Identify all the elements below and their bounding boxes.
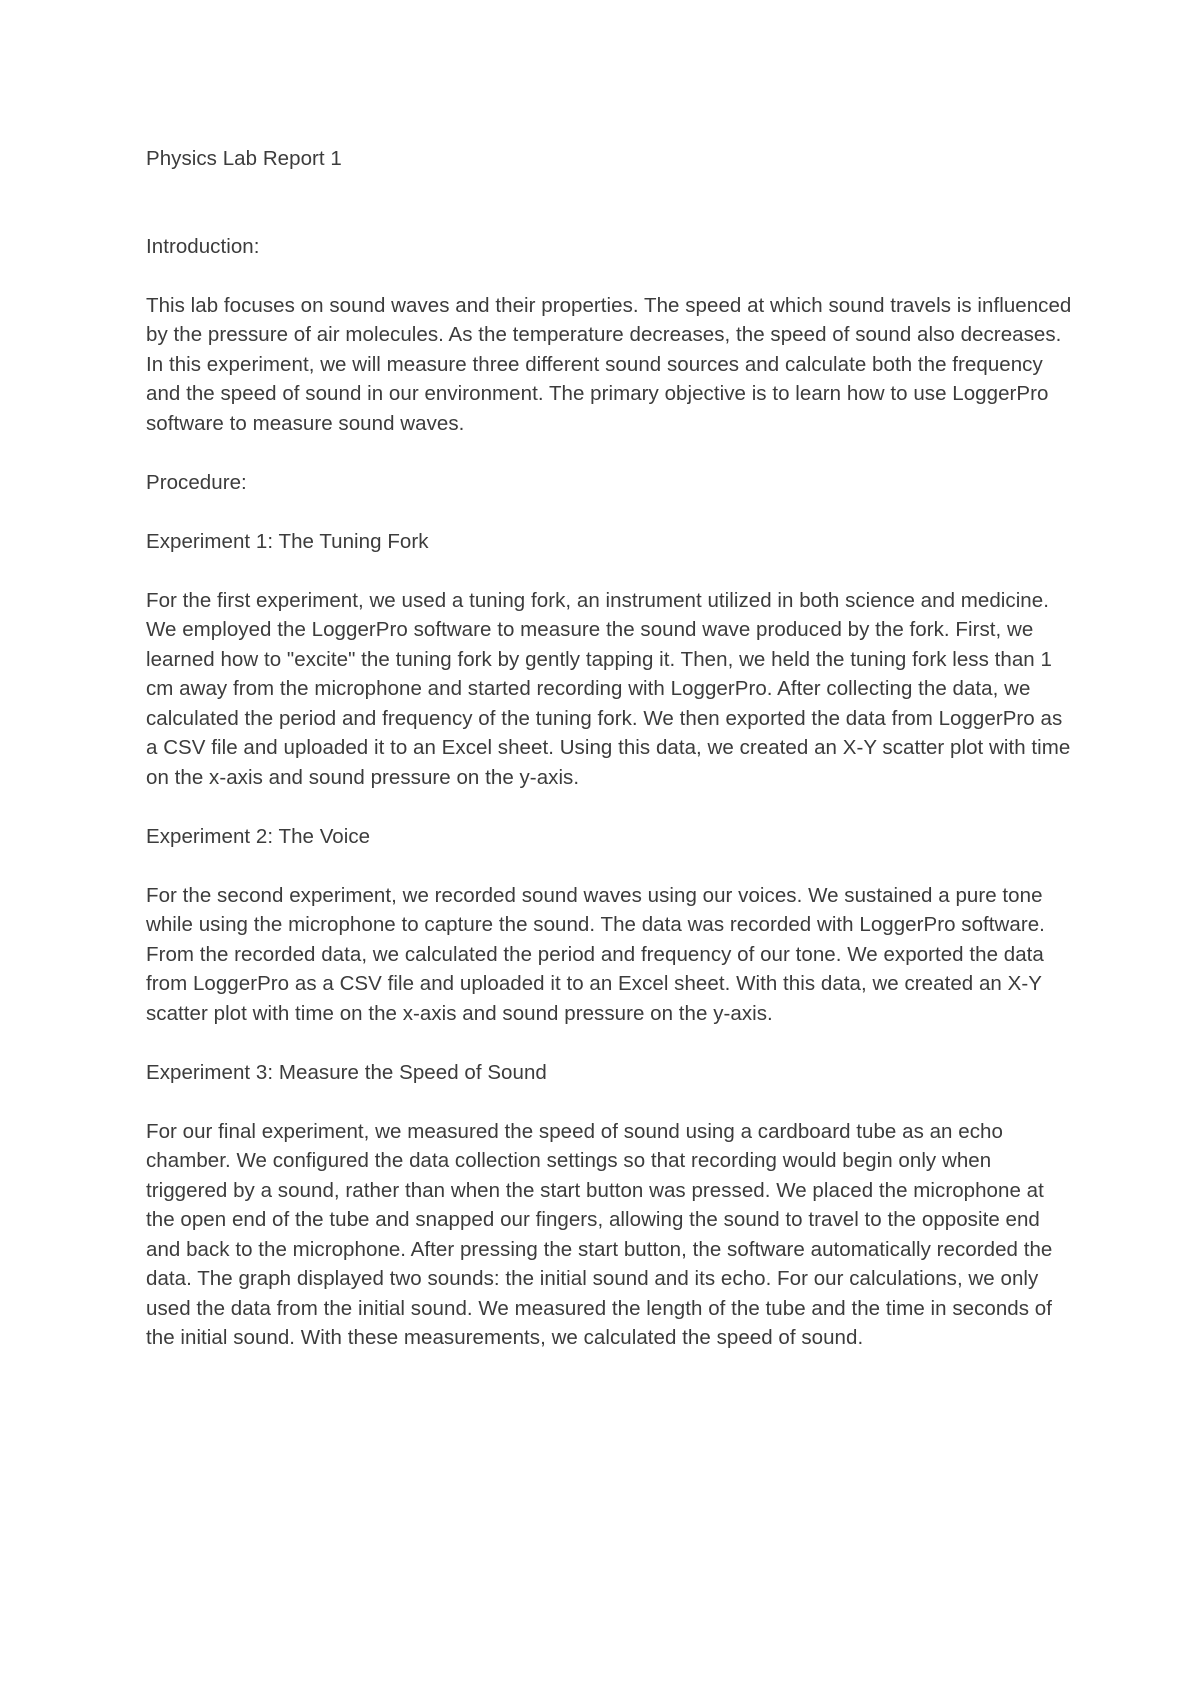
- procedure-heading: Procedure:: [146, 470, 247, 494]
- document-title: Physics Lab Report 1: [146, 147, 342, 170]
- experiment-1-heading: Experiment 1: The Tuning Fork: [146, 529, 429, 553]
- experiment-3-paragraph: For our final experiment, we measured the speed of sound using a cardboard tube as an echo chamber. We configured the data collection settings so that recording would begin only when triggered by a sound, rather than when the start button was pressed. We placed the microphone at the open end of the tube and snapped our fingers, allowing the sound to travel to the opposite end and back to the microphone. After pressing the start button, the software automatically recorded the data. The graph displayed two sounds: the initial sound and its echo. For our calculations, we only used the data from the initial sound. We measured the length of the tube and the time in seconds of the initial sound. With these measurements, we calculated the speed of sound.: [146, 1119, 1053, 1349]
- experiment-2-paragraph: For the second experiment, we recorded sound waves using our voices. We sustained a pure tone while using the microphone to capture the sound. The data was recorded with LoggerPro software. From the recorded data, we calculated the period and frequency of our tone. We exported the data from LoggerPro as a CSV file and uploaded it to an Excel sheet. With this data, we created an X-Y scatter plot with time on the x-axis and sound pressure on the y-axis.: [146, 883, 1045, 1025]
- experiment-1-paragraph: For the first experiment, we used a tuning fork, an instrument utilized in both science and medicine. We employed the LoggerPro software to measure the sound wave produced by the fork. First, we learned how to "excite" the tuning fork by gently tapping it. Then, we held the tuning fork less than 1 cm away from the microphone and started recording with LoggerPro. After collecting the data, we calculated the period and frequency of the tuning fork. We then exported the data from LoggerPro as a CSV file and uploaded it to an Excel sheet. Using this data, we created an X-Y scatter plot with time on the x-axis and sound pressure on the y-axis.: [146, 588, 1071, 789]
- introduction-heading: Introduction:: [146, 234, 260, 258]
- introduction-paragraph: This lab focuses on sound waves and their properties. The speed at which sound travels is influenced by the pressure of air molecules. As the temperature decreases, the speed of sound also decreases. In this experiment, we will measure three different sound sources and calculate both the frequency and the speed of sound in our environment. The primary objective is to learn how to use LoggerPro software to measure sound waves.: [146, 293, 1072, 435]
- experiment-2-heading: Experiment 2: The Voice: [146, 824, 371, 848]
- experiment-3-heading: Experiment 3: Measure the Speed of Sound: [146, 1060, 547, 1084]
- document-body: [146, 144, 1076, 1382]
